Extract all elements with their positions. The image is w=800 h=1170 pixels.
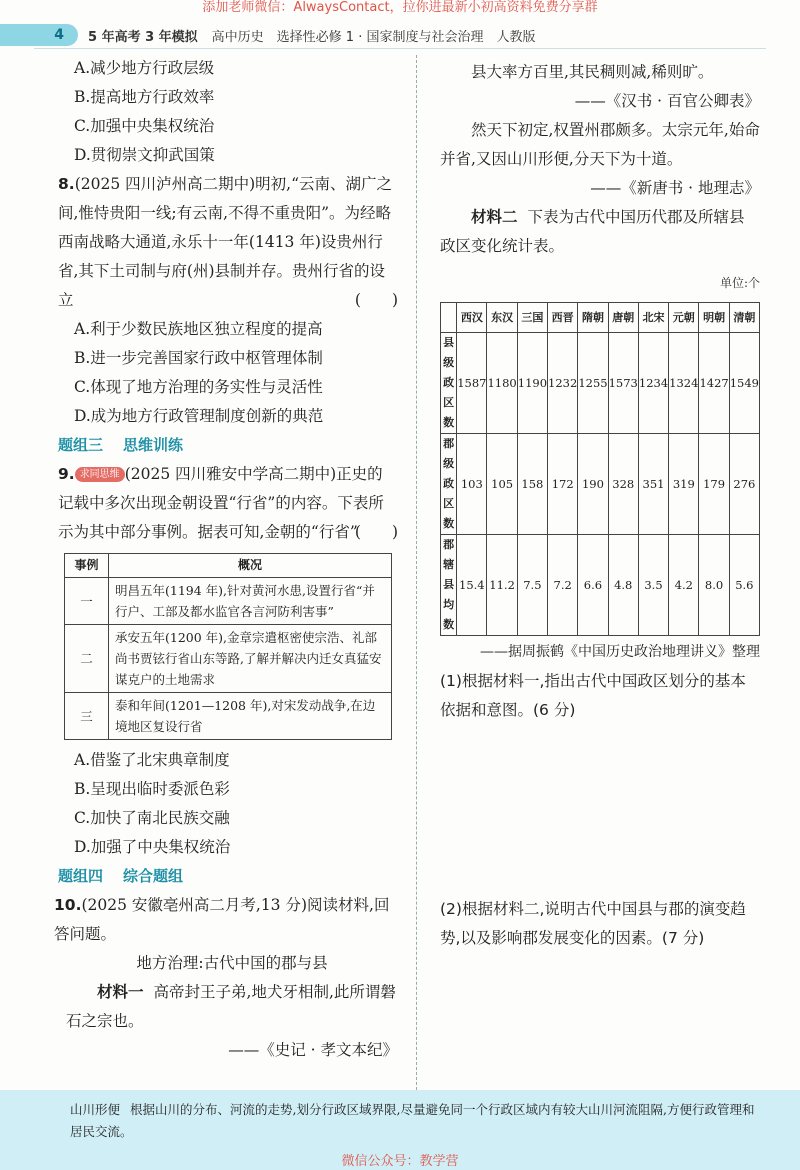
table-row [65,625,392,693]
table-cell: 103 [457,434,487,535]
material1-source: ——《史记 · 孝文本纪》 [228,1041,398,1059]
q10-sub1: (1)根据材料一,指出古代中国政区划分的基本依据和意图。(6 分) [440,672,746,719]
group4-label: 题组四 [58,867,104,885]
table-row [65,693,392,740]
q9-option-b: B.呈现出临时委派色彩 [74,780,230,798]
table-cell-id: 二 [65,625,109,693]
table-cell: 1255 [578,333,608,434]
table-cell: 1324 [669,333,699,434]
material2-text: 下表为古代中国历代郡及所辖县政区变化统计表。 [440,208,745,255]
table-cell: 8.0 [699,535,729,636]
q8-answer-paren: ( ) [354,291,398,309]
material2-label: 材料二 [471,208,518,226]
table-column-header: 唐朝 [608,303,638,333]
footnote [70,1099,760,1143]
footnote-term: 山川形便 [70,1102,121,1117]
table-column-header: 北宋 [638,303,668,333]
table-cell-text: 明昌五年(1194 年),针对黄河水患,设置行省“并行户、工部及都水监官各言河防利害事” [109,578,392,625]
table-row [65,578,392,625]
material1-continuation: 县大率方百里,其民稠则减,稀则旷。 [471,63,714,81]
q9-table-header-summary: 概况 [109,554,392,578]
table-cell: 6.6 [578,535,608,636]
q8-number: 8. [58,175,75,193]
table-corner [441,303,457,333]
table-cell: 179 [699,434,729,535]
right-column [440,58,760,953]
table-cell: 158 [517,434,547,535]
table-column-header: 元朝 [669,303,699,333]
table-cell-id: 三 [65,693,109,740]
q7-option-c: C.加强中央集权统治 [74,117,215,135]
q7-option-a: A.减少地方行政层级 [74,59,215,77]
table-cell: 4.8 [608,535,638,636]
group3-heading [58,431,398,460]
table-column-header: 隋朝 [578,303,608,333]
table-cell: 105 [487,434,517,535]
table-cell: 1232 [548,333,578,434]
group4-heading [58,862,398,891]
table-cell: 351 [638,434,668,535]
q7-option-d: D.贯彻崇文抑武国策 [74,146,215,164]
table-cell: 276 [729,434,759,535]
row-label-average: 郡辖县均数 [441,535,457,636]
q8-option-b: B.进一步完善国家行政中枢管理体制 [74,349,323,367]
table-cell-text: 泰和年间(1201—1208 年),对宋发动战争,在边境地区复设行省 [109,693,392,740]
material1-text: 高帝封王子弟,地犬牙相制,此所谓磐石之宗也。 [66,983,396,1030]
q8-option-c: C.体现了地方治理的务实性与灵活性 [74,378,323,396]
table-column-header: 清朝 [729,303,759,333]
material1-paragraph-2: 然天下初定,权置州郡颇多。太宗元年,始命并省,又因山川形便,分天下为十道。 [440,121,760,168]
region-table-source: ——据周振鹤《中国历史政治地理讲义》整理 [480,644,760,660]
group3-title: 思维训练 [123,436,184,454]
q8-option-d: D.成为地方行政管理制度创新的典范 [74,407,324,425]
table-cell: 1427 [699,333,729,434]
table-cell-text: 承安五年(1200 年),金章宗遣枢密使宗浩、礼部尚书贾铉行省山东等路,了解并解决内迁女真猛安谋克户的土地需求 [109,625,392,693]
table-cell: 1573 [608,333,638,434]
table-cell: 3.5 [638,535,668,636]
page-number: 4 [0,24,78,46]
q9-option-d: D.加强了中央集权统治 [74,838,231,856]
q9-table [64,553,392,740]
row-label-commandery: 郡级政区数 [441,434,457,535]
q9-stem: (2025 四川雅安中学高二期中)正史的记载中多次出现金朝设置“行省”的内容。下表所示为其中部分事例。据表可知,金朝的“行省” [58,465,384,541]
bottom-watermark: 微信公众号：教学营 [341,1154,459,1169]
table-cell: 11.2 [487,535,517,636]
left-column [54,54,398,1065]
table-column-header: 西汉 [457,303,487,333]
q10-stem: (2025 安徽亳州高二月考,13 分)阅读材料,回答问题。 [54,896,390,943]
table-cell: 7.2 [548,535,578,636]
book-info: 高中历史 选择性必修 1 · 国家制度与社会治理 人教版 [211,29,536,45]
q10-title: 地方治理:古代中国的郡与县 [136,954,328,972]
table-cell: 7.5 [517,535,547,636]
answer-space-1 [440,725,760,895]
q10-question [54,891,398,949]
q8-stem: (2025 四川泸州高二期中)明初,“云南、湖广之间,惟恃贵阳一线;有云南,不得不重贵阳”。为经略西南战略大通道,永乐十一年(1413 年)设贵州行省,其下土司制与府(州)县制并存。贵州行省的设立 [58,175,393,309]
table-cell: 172 [548,434,578,535]
group4-title: 综合题组 [123,867,184,885]
table-cell: 4.2 [669,535,699,636]
table-column-header: 明朝 [699,303,729,333]
q10-number: 10. [54,896,82,914]
q10-material2 [440,203,760,261]
region-table [440,302,760,636]
q9-answer-paren: ( ) [354,523,398,541]
table-cell: 1180 [487,333,517,434]
table-cell: 190 [578,434,608,535]
material1-source-3: ——《新唐书 · 地理志》 [590,179,760,197]
q7-option-b: B.提高地方行政效率 [74,88,215,106]
q9-table-header-case: 事例 [65,554,109,578]
q8-option-a: A.利于少数民族地区独立程度的提高 [74,320,323,338]
q9-option-c: C.加快了南北民族交融 [74,809,230,827]
column-divider [416,55,417,1090]
table-cell: 1190 [517,333,547,434]
table-cell: 319 [669,434,699,535]
table-cell: 328 [608,434,638,535]
header-rule [34,48,766,49]
row-label-county: 县级政区数 [441,333,457,434]
series-title: 5 年高考 3 年模拟 [88,29,198,45]
q8-question [58,170,398,315]
table-column-header: 三国 [517,303,547,333]
table-cell: 1549 [729,333,759,434]
table-cell: 5.6 [729,535,759,636]
table-unit: 单位:个 [719,276,760,290]
q9-tag-badge: 求同思维 [75,467,125,482]
top-watermark: 添加老师微信：AlwaysContact，拉你进最新小初高资料免费分享群 [202,0,598,15]
material1-source-2: ——《汉书 · 百官公卿表》 [574,92,760,110]
q9-option-a: A.借鉴了北宋典章制度 [74,751,230,769]
q9-question [58,460,398,547]
table-cell: 15.4 [457,535,487,636]
table-cell: 1587 [457,333,487,434]
group3-label: 题组三 [58,436,104,454]
table-cell-id: 一 [65,578,109,625]
q9-number: 9. [58,465,75,483]
table-column-header: 西晋 [548,303,578,333]
q10-material1 [66,978,398,1036]
table-column-header: 东汉 [487,303,517,333]
material1-label: 材料一 [97,983,144,1001]
table-cell: 1234 [638,333,668,434]
q10-sub2: (2)根据材料二,说明古代中国县与郡的演变趋势,以及影响郡发展变化的因素。(7 分) [440,900,746,947]
footnote-text: 根据山川的分布、河流的走势,划分行政区域界限,尽量避免同一个行政区域内有较大山川河流阻隔,方便行政管理和居民交流。 [70,1102,755,1139]
page-header [0,24,800,46]
